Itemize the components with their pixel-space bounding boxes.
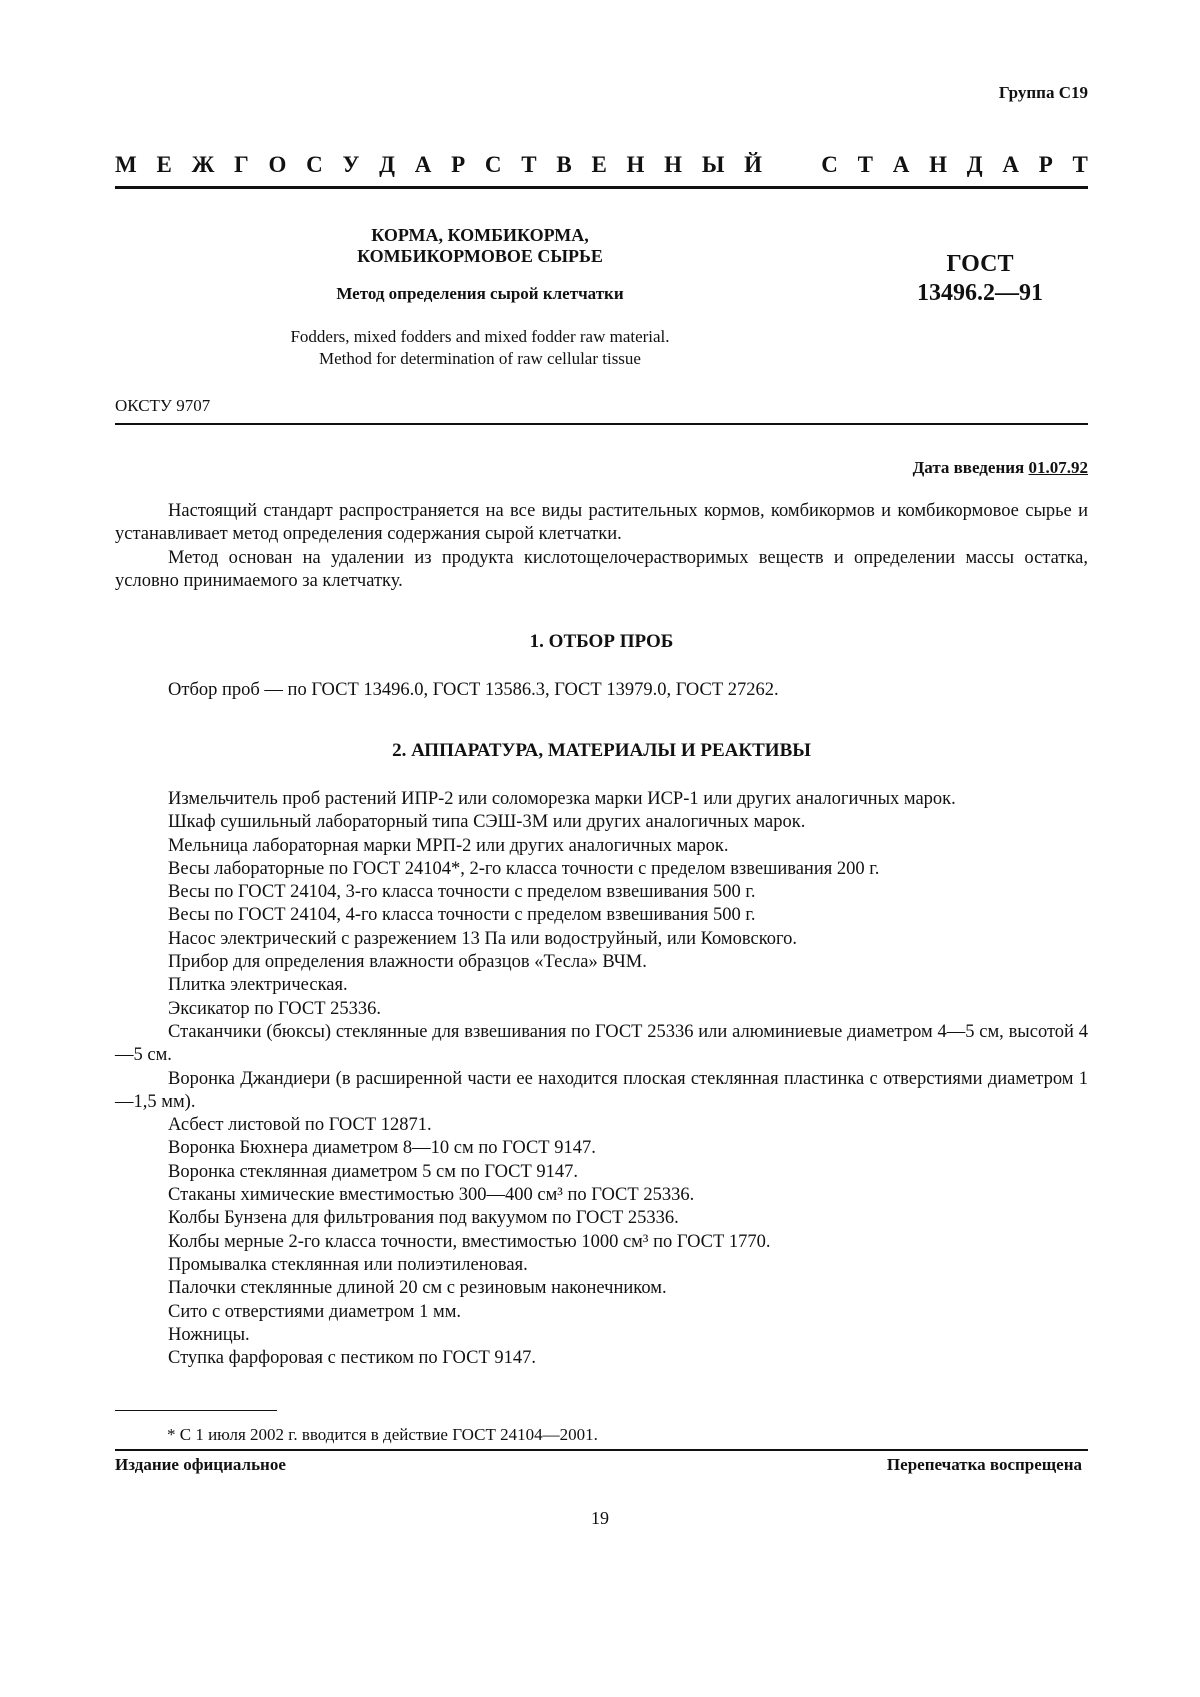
banner-letter: Д [966, 152, 983, 177]
equipment-list [115, 788, 1088, 1370]
banner-letter: Ж [191, 152, 215, 177]
footnote-divider [115, 1410, 277, 1411]
banner-letter: Ы [701, 152, 725, 177]
banner-letter: Г [234, 152, 249, 177]
banner-letter: Т [521, 152, 537, 177]
banner-letter: А [414, 152, 432, 177]
title-line-1: КОРМА, КОМБИКОРМА, [371, 225, 589, 245]
equipment-item: Колбы Бунзена для фильтрования под вакуумом по ГОСТ 25336. [168, 1208, 679, 1229]
banner-letter: Т [1072, 152, 1088, 177]
equipment-item: Палочки стеклянные длиной 20 см с резиновым наконечником. [168, 1278, 667, 1299]
gost-designation [895, 250, 1065, 308]
title-divider [115, 423, 1088, 425]
section-1-heading: 1. ОТБОР ПРОБ [529, 631, 674, 652]
banner-letter: Й [744, 152, 763, 177]
equipment-item: Промывалка стеклянная или полиэтиленовая. [168, 1254, 528, 1275]
intro-paragraph: Метод основан на удалении из продукта кислотощелочерастворимых веществ и определении массы остатка, условно принимаемого за клетчатку. [115, 547, 1088, 591]
equipment-item: Ножницы. [168, 1324, 250, 1345]
introduction-date-value: 01.07.92 [1028, 458, 1088, 477]
banner-letter: С [484, 152, 502, 177]
banner-letter: Т [857, 152, 874, 177]
equipment-item: Сито с отверстиями диаметром 1 мм. [168, 1301, 462, 1322]
equipment-item: Прибор для определения влажности образцов «Тесла» ВЧМ. [168, 952, 647, 973]
document-subtitle: Метод определения сырой клетчатки [336, 284, 624, 303]
banner-letter: Н [664, 152, 683, 177]
equipment-item: Весы по ГОСТ 24104, 3-го класса точности с пределом взвешивания 500 г. [168, 882, 756, 903]
equipment-item: Мельница лабораторная марки МРП-2 или других аналогичных марок. [168, 835, 729, 856]
footnote: * С 1 июля 2002 г. вводится в действие ГОСТ 24104—2001. [167, 1425, 598, 1444]
banner-letter: Н [626, 152, 645, 177]
english-title-line-1: Fodders, mixed fodders and mixed fodder raw material. [290, 327, 670, 346]
gost-number: 13496.2—91 [917, 280, 1043, 306]
equipment-item: Ступка фарфоровая с пестиком по ГОСТ 9147. [168, 1348, 537, 1369]
banner-letter: В [556, 152, 572, 177]
banner-letter: С [821, 152, 838, 177]
footer-divider [115, 1449, 1088, 1451]
banner-letter: А [892, 152, 910, 177]
section-1-body [115, 679, 1088, 702]
equipment-item: Асбест листовой по ГОСТ 12871. [168, 1115, 432, 1136]
equipment-item: Весы по ГОСТ 24104, 4-го класса точности с пределом взвешивания 500 г. [168, 905, 756, 926]
equipment-item: Шкаф сушильный лабораторный типа СЭШ-3М или других аналогичных марок. [168, 812, 806, 833]
equipment-item: Насос электрический с разрежением 13 Па или водоструйный, или Комовского. [168, 928, 797, 949]
banner-letter: Р [451, 152, 466, 177]
section-2-heading: 2. АППАРАТУРА, МАТЕРИАЛЫ И РЕАКТИВЫ [392, 740, 811, 761]
intro-paragraph: Настоящий стандарт распространяется на все виды растительных кормов, комбикормов и комбикормовое сырье и устанавливает метод определения содержания сырой клетчатки. [115, 501, 1088, 545]
reprint-prohibited-label: Перепечатка воспрещена [886, 1455, 1082, 1474]
equipment-item: Колбы мерные 2-го класса точности, вместимостью 1000 см³ по ГОСТ 1770. [168, 1231, 771, 1252]
introduction-date-label: Дата введения [912, 458, 1029, 477]
banner-letter: А [1002, 152, 1019, 177]
intro-text [115, 500, 1088, 593]
page-number: 19 [591, 1508, 609, 1528]
okstu-code: ОКСТУ 9707 [115, 396, 211, 415]
group-code: Группа С19 [998, 83, 1088, 102]
title-line-2: КОМБИКОРМОВОЕ СЫРЬЕ [357, 246, 603, 266]
equipment-item: Воронка Джандиери (в расширенной части ее находится плоская стеклянная пластинка с отверстиями диаметром 1—1,5 мм). [115, 1068, 1088, 1112]
header-divider [115, 186, 1088, 189]
gost-label: ГОСТ [946, 251, 1014, 277]
official-edition-label: Издание официальное [115, 1455, 286, 1474]
banner-letter: Е [156, 152, 172, 177]
banner-letter: Р [1038, 152, 1053, 177]
banner-letter: У [342, 152, 360, 177]
banner-letter: С [306, 152, 323, 177]
standard-banner [115, 152, 1088, 178]
introduction-date [913, 458, 1088, 478]
banner-letter: Д [379, 152, 395, 177]
equipment-item: Измельчитель проб растений ИПР-2 или соломорезка марки ИСР-1 или других аналогичных марок. [168, 789, 956, 809]
equipment-item: Стаканы химические вместимостью 300—400 см³ по ГОСТ 25336. [168, 1185, 695, 1206]
equipment-item: Эксикатор по ГОСТ 25336. [168, 998, 381, 1019]
equipment-item: Воронка стеклянная диаметром 5 см по ГОСТ 9147. [168, 1161, 579, 1182]
banner-letter: Н [929, 152, 948, 177]
sampling-paragraph: Отбор проб — по ГОСТ 13496.0, ГОСТ 13586.3, ГОСТ 13979.0, ГОСТ 27262. [168, 680, 779, 700]
english-title [230, 326, 730, 370]
banner-letter: О [268, 152, 287, 177]
equipment-item: Весы лабораторные по ГОСТ 24104*, 2-го класса точности с пределом взвешивания 200 г. [168, 858, 880, 879]
english-title-line-2: Method for determination of raw cellular tissue [319, 349, 641, 368]
title-block [230, 225, 730, 370]
banner-letter: М [115, 152, 137, 177]
equipment-item: Воронка Бюхнера диаметром 8—10 см по ГОСТ 9147. [168, 1138, 596, 1159]
banner-letter: Е [591, 152, 607, 177]
equipment-item: Стаканчики (бюксы) стеклянные для взвешивания по ГОСТ 25336 или алюминиевые диаметром 4—5 см, высотой 4—5 см. [115, 1021, 1088, 1066]
equipment-item: Плитка электрическая. [168, 975, 348, 996]
